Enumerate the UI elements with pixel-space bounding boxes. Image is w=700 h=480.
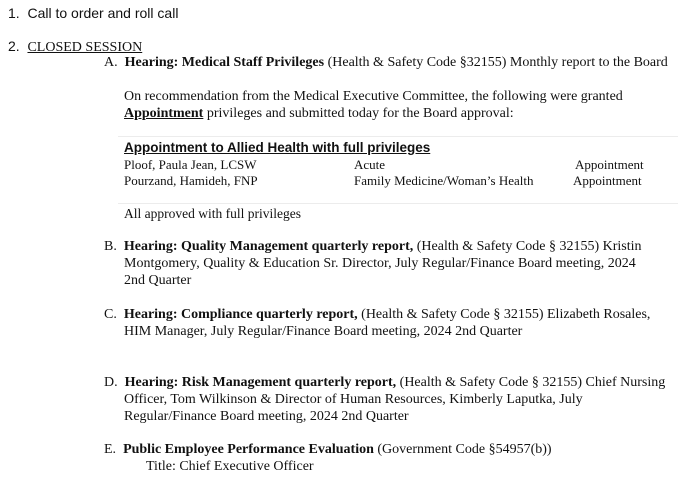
table-row-department: Acute (354, 157, 386, 172)
agenda-item-2 (8, 38, 142, 56)
table-row-department: Family Medicine/Woman’s Health (354, 173, 534, 188)
subitem-detail: (Health & Safety Code § 32155) Elizabeth Rosales, (357, 307, 651, 322)
subitem-title: Hearing: Medical Staff Privileges (124, 55, 325, 70)
privileges-intro-line2 (124, 106, 514, 122)
table-row-type: Appointment (573, 173, 642, 188)
table-row-name: Pourzand, Hamideh, FNP (124, 173, 258, 188)
agenda-item-title: Call to order and roll call (27, 5, 179, 21)
approval-note: All approved with full privileges (124, 206, 301, 221)
agenda-item-number: 1. (8, 5, 20, 21)
subitem-letter: C. (104, 307, 117, 322)
table-row-type: Appointment (575, 157, 644, 172)
subitem-detail-line: 2nd Quarter (124, 273, 192, 288)
subitem-e (104, 441, 664, 475)
subitem-letter: E. (104, 442, 117, 457)
subitem-detail-line: Regular/Finance Board meeting, 2024 2nd Quarter (124, 409, 409, 424)
subitem-subtitle: Title: Chief Executive Officer (146, 459, 314, 474)
subitem-detail-line: Montgomery, Quality & Education Sr. Director, July Regular/Finance Board meeting, 2024 (124, 256, 636, 271)
subitem-title: Hearing: Compliance quarterly report, (123, 307, 358, 322)
subitem-d (104, 374, 664, 425)
subitem-letter: D. (104, 375, 118, 390)
table-bottom-rule (118, 203, 678, 204)
subitem-letter: B. (104, 239, 117, 254)
subitem-title: Hearing: Risk Management quarterly report, (124, 375, 397, 390)
table-row-name: Ploof, Paula Jean, LCSW (124, 157, 257, 172)
subitem-a (104, 55, 668, 71)
agenda-item-number: 2. (8, 38, 20, 54)
table-top-rule (118, 136, 678, 137)
subitem-detail: (Government Code §54957(b)) (373, 442, 552, 457)
subitem-title: Public Employee Performance Evaluation (123, 442, 374, 457)
subitem-letter: A. (104, 55, 118, 70)
subitem-detail: (Health & Safety Code §32155) Monthly report to the Board (327, 55, 668, 70)
subitem-c (104, 306, 664, 340)
privileges-intro-line1: On recommendation from the Medical Executive Committee, the following were granted (124, 89, 623, 104)
privileges-table-heading: Appointment to Allied Health with full privileges (124, 140, 431, 155)
appointment-term: Appointment (124, 106, 204, 121)
subitem-detail: (Health & Safety Code § 32155) Chief Nursing (396, 375, 666, 390)
subitem-detail-line: HIM Manager, July Regular/Finance Board meeting, 2024 2nd Quarter (124, 324, 523, 339)
closed-session-heading: CLOSED SESSION (27, 40, 143, 55)
subitem-detail: (Health & Safety Code § 32155) Kristin (413, 239, 642, 254)
subitem-b (104, 238, 664, 289)
privileges-intro-rest: privileges and submitted today for the Board approval: (203, 106, 514, 121)
agenda-item-1 (8, 5, 178, 21)
subitem-title: Hearing: Quality Management quarterly report, (123, 239, 414, 254)
subitem-detail-line: Officer, Tom Wilkinson & Director of Human Resources, Kimberly Laputka, July (124, 392, 583, 407)
